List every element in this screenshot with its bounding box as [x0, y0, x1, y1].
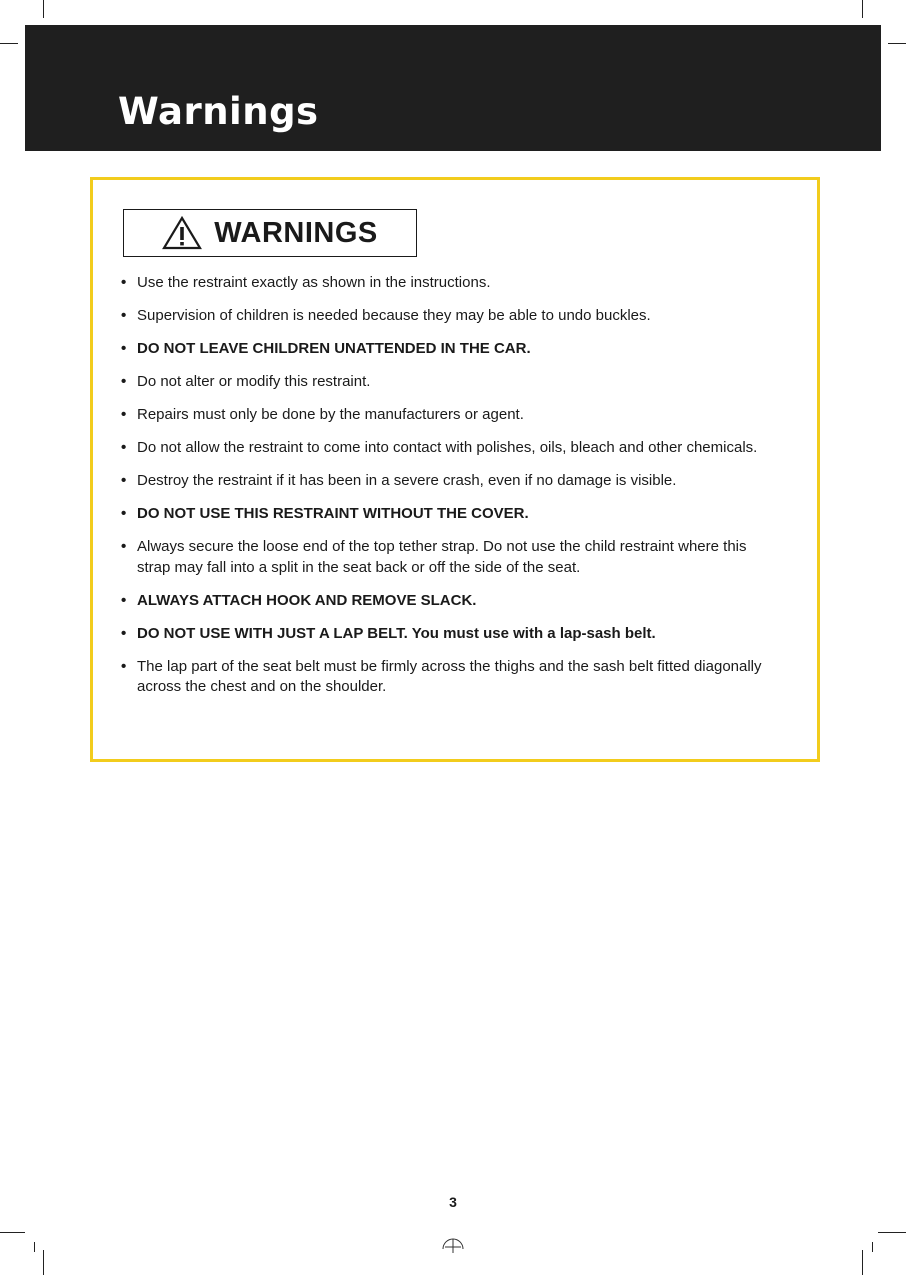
- warning-item: • DO NOT USE WITH JUST A LAP BELT. You must use with a lap-sash belt.: [121, 624, 781, 645]
- registration-mark-icon: [441, 1237, 465, 1253]
- warning-item: • Repairs must only be done by the manufacturers or agent.: [121, 405, 781, 426]
- warning-item: • DO NOT USE THIS RESTRAINT WITHOUT THE COVER.: [121, 504, 781, 525]
- page-title: Warnings: [118, 90, 319, 133]
- page-header: [25, 25, 881, 151]
- warning-item: • Always secure the loose end of the top tether strap. Do not use the child restraint where this strap may fall into a split in the seat back or off the side of the seat.: [121, 537, 781, 578]
- warnings-label: WARNINGS: [214, 216, 378, 249]
- crop-mark: [878, 1232, 906, 1233]
- crop-mark: [862, 0, 863, 18]
- warning-triangle-icon: [162, 216, 202, 250]
- warning-item: • Supervision of children is needed because they may be able to undo buckles.: [121, 306, 781, 327]
- warning-item: • Use the restraint exactly as shown in the instructions.: [121, 273, 781, 294]
- warning-item: • Do not alter or modify this restraint.: [121, 372, 781, 393]
- warnings-box: [90, 177, 820, 762]
- crop-mark: [43, 1250, 44, 1275]
- crop-mark: [862, 1250, 863, 1275]
- crop-mark: [888, 43, 906, 44]
- warning-item: • ALWAYS ATTACH HOOK AND REMOVE SLACK.: [121, 591, 781, 612]
- warnings-list: [121, 273, 781, 710]
- crop-mark: [34, 1242, 35, 1252]
- crop-mark: [0, 43, 18, 44]
- page-number: 3: [449, 1194, 457, 1210]
- crop-mark: [872, 1242, 873, 1252]
- warning-item: • The lap part of the seat belt must be firmly across the thighs and the sash belt fitted diagonally across the chest and on the shoulder.: [121, 657, 781, 698]
- warning-item: • DO NOT LEAVE CHILDREN UNATTENDED IN THE CAR.: [121, 339, 781, 360]
- crop-mark: [0, 1232, 25, 1233]
- crop-mark: [43, 0, 44, 18]
- warning-item: • Do not allow the restraint to come into contact with polishes, oils, bleach and other chemicals.: [121, 438, 781, 459]
- warnings-label-box: [123, 209, 417, 257]
- warning-item: • Destroy the restraint if it has been in a severe crash, even if no damage is visible.: [121, 471, 781, 492]
